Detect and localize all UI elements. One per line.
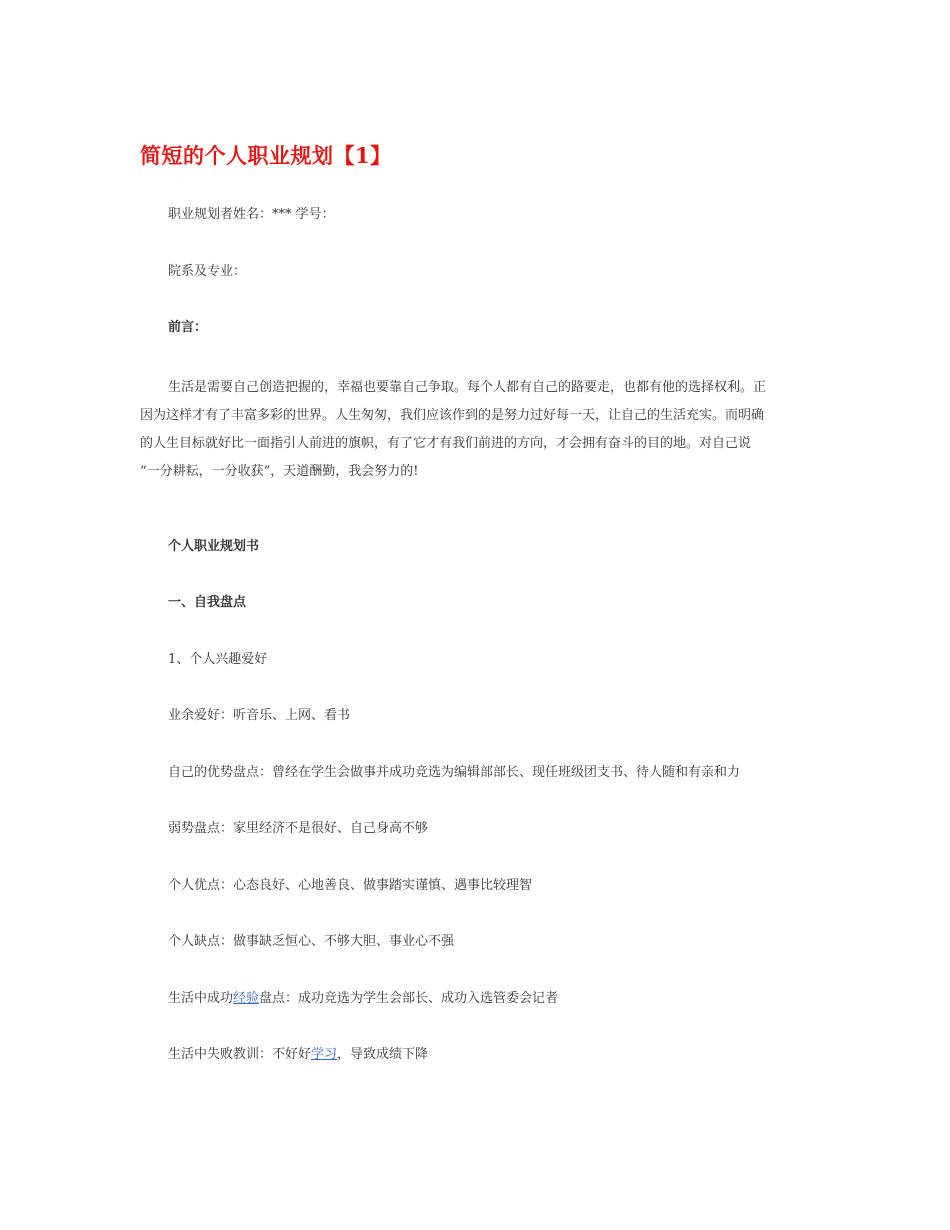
weaknesses-line: 弱势盘点：家里经济不是很好、自己身高不够 — [168, 821, 429, 836]
document-title: 简短的个人职业规划【1】 — [140, 143, 392, 168]
success-prefix: 生活中成功 — [168, 991, 234, 1006]
plan-book-heading: 个人职业规划书 — [168, 539, 260, 554]
hobbies-line: 业余爱好：听音乐、上网、看书 — [168, 708, 351, 723]
failure-suffix: ，导致成绩下降 — [337, 1047, 429, 1062]
name-line: 职业规划者姓名：*** 学号： — [168, 207, 335, 222]
strengths-line: 自己的优势盘点：曾经在学生会做事并成功竞选为编辑部部长、现任班级团支书、待人随和有亲和力 — [168, 765, 741, 780]
preface-line: 因为这样才有了丰富多彩的世界。人生匆匆，我们应该作到的是努力过好每一天，让自己的生活充实。而明确 — [140, 408, 765, 423]
preface-paragraph — [140, 374, 812, 486]
preface-line: 的人生目标就好比一面指引人前进的旗帜，有了它才有我们前进的方向，才会拥有奋斗的目的地。对自己说 — [140, 436, 752, 451]
study-link[interactable]: 学习 — [311, 1047, 338, 1062]
failure-line — [168, 1046, 428, 1064]
preface-line: 生活是需要自己创造把握的，幸福也要靠自己争取。每个人都有自己的路要走，也都有他的选择权利。正 — [168, 380, 767, 395]
preface-line: “一分耕耘，一分收获”，天道酬勤，我会努力的! — [140, 464, 419, 479]
faults-line: 个人缺点：做事缺乏恒心、不够大胆、事业心不强 — [168, 934, 455, 949]
preface-heading: 前言： — [168, 320, 208, 335]
success-suffix: 盘点：成功竞选为学生会部长、成功入选管委会记者 — [259, 991, 559, 1006]
failure-prefix: 生活中失败教训：不好好 — [168, 1047, 312, 1062]
department-line: 院系及专业： — [168, 264, 247, 279]
item-interests: 1、个人兴趣爱好 — [168, 652, 268, 667]
experience-link[interactable]: 经验 — [233, 991, 260, 1006]
merits-line: 个人优点：心态良好、心地善良、做事踏实谨慎、遇事比较理智 — [168, 878, 533, 893]
section-self-inventory: 一、自我盘点 — [168, 595, 247, 610]
success-line — [168, 990, 558, 1008]
